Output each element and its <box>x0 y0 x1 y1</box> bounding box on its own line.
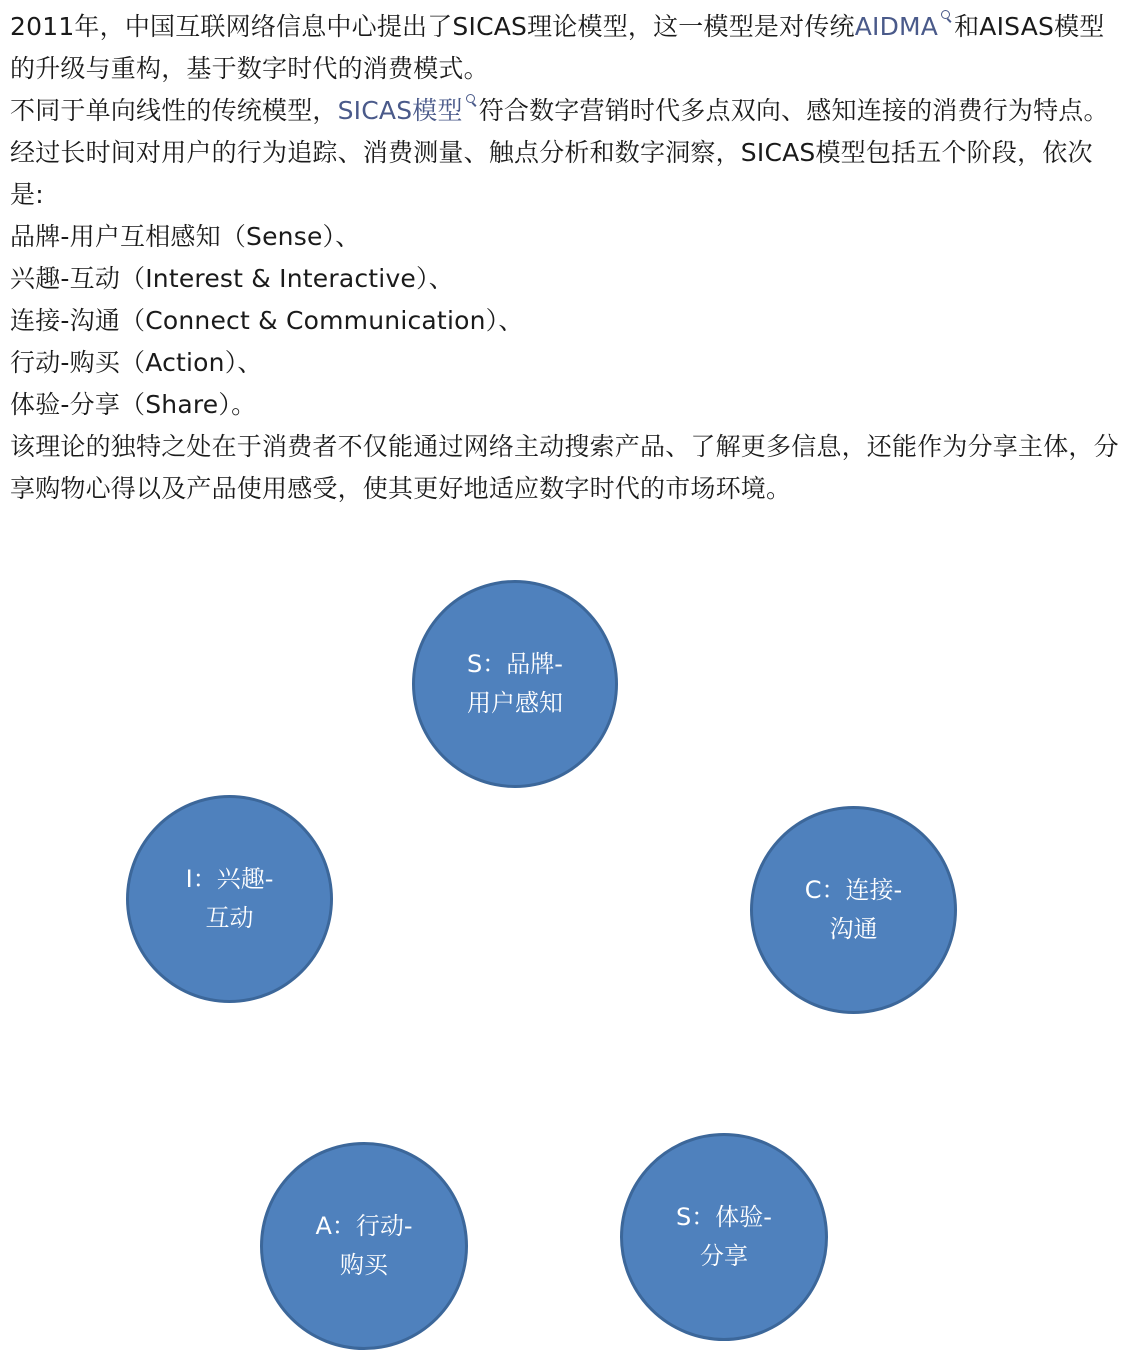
search-icon[interactable] <box>940 10 952 24</box>
paragraph-stages-intro: 经过长时间对用户的行为追踪、消费测量、触点分析和数字洞察，SICAS模型包括五个阶段，依次是: <box>10 138 1093 209</box>
search-icon[interactable] <box>465 94 477 108</box>
sicas-model-link[interactable]: SICAS模型 <box>337 96 463 125</box>
paragraph-conclusion: 该理论的独特之处在于消费者不仅能通过网络主动搜索产品、了解更多信息，还能作为分享主体，分享购物心得以及产品使用感受，使其更好地适应数字时代的市场环境。 <box>10 432 1119 503</box>
stage-item: 体验-分享（Share）。 <box>10 390 257 419</box>
node-sense: S：品牌-用户感知 <box>412 580 618 788</box>
sicas-diagram <box>0 560 1129 1280</box>
node-interest: I：兴趣-互动 <box>126 795 333 1003</box>
article-body <box>10 6 1122 510</box>
node-share: S：体验-分享 <box>620 1133 828 1341</box>
stage-item: 连接-沟通（Connect & Communication）、 <box>10 306 524 335</box>
node-connect: C：连接-沟通 <box>750 806 957 1014</box>
paragraph-difference: 不同于单向线性的传统模型，SICAS模型 符合数字营销时代多点双向、感知连接的消费行为特点。 <box>10 96 1109 125</box>
paragraph-intro: 2011年，中国互联网络信息中心提出了SICAS理论模型，这一模型是对传统AIDMA 和AISAS模型的升级与重构，基于数字时代的消费模式。 <box>10 12 1105 83</box>
stage-item: 品牌-用户互相感知（Sense）、 <box>10 222 361 251</box>
node-action: A：行动-购买 <box>260 1142 468 1350</box>
stage-item: 兴趣-互动（Interest & Interactive）、 <box>10 264 454 293</box>
stage-item: 行动-购买（Action）、 <box>10 348 263 377</box>
aidma-link[interactable]: AIDMA <box>854 12 939 41</box>
